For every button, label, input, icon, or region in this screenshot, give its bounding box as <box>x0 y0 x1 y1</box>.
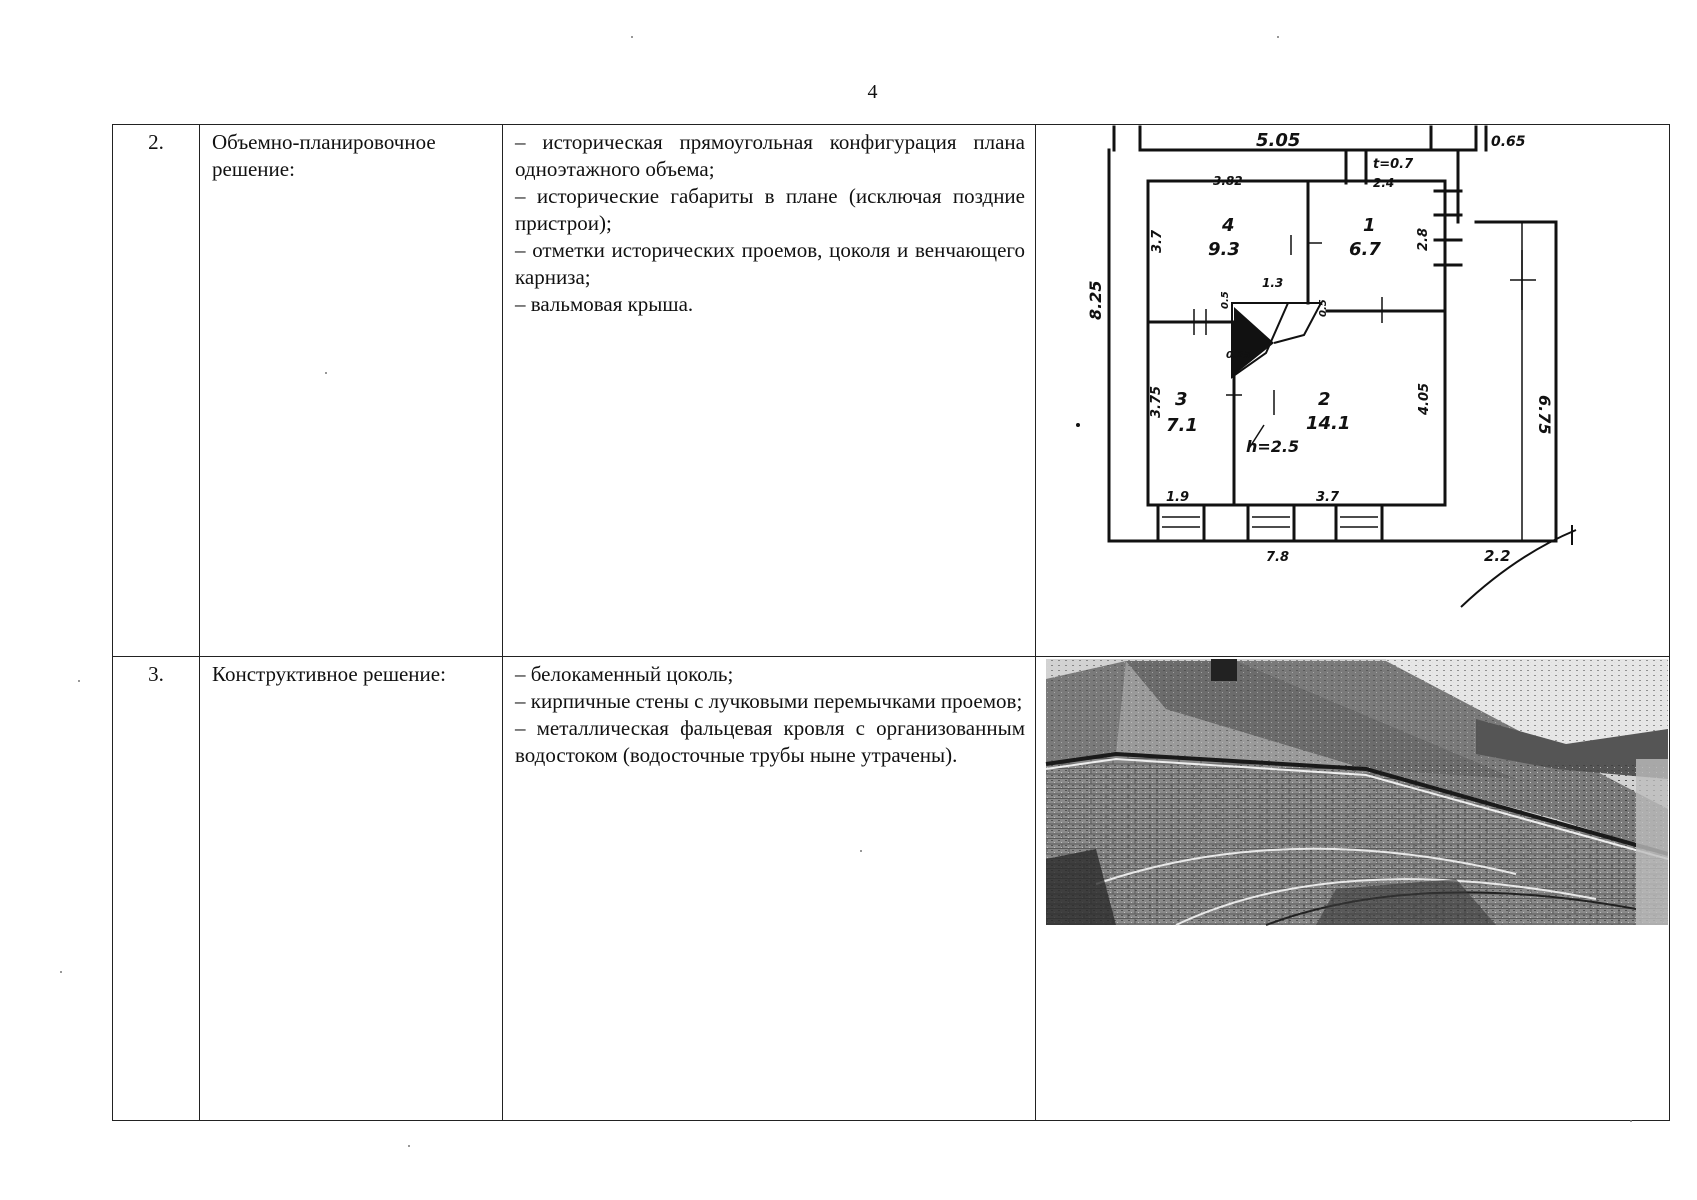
list-item: – металлическая фальцевая кровля с организованным водостоком (водосточные трубы ныне утрачены). <box>515 716 1025 767</box>
row-description <box>503 125 1036 657</box>
dim-outer-bottom: 7.8 <box>1266 550 1290 565</box>
dim-stove-side-right: 0.5 <box>1318 299 1329 317</box>
room-3-area: 7.1 <box>1166 415 1198 436</box>
room-4-number: 4 <box>1222 215 1235 236</box>
page-number: 4 <box>867 81 878 103</box>
row-description <box>503 657 1036 1121</box>
dim-stove-side: 0.5 <box>1220 291 1231 309</box>
dim-right-upper: 2.8 <box>1416 227 1431 251</box>
list-item: – исторические габариты в плане (исключая поздние пристрои); <box>515 184 1025 235</box>
table-row <box>113 125 1670 657</box>
dim-t: t=0.7 <box>1373 157 1414 172</box>
room-3-number: 3 <box>1175 389 1188 410</box>
dim-inner-top: 3.82 <box>1213 174 1243 188</box>
row-title: Объемно-планировочное решение: <box>200 125 503 657</box>
list-item: – белокаменный цоколь; <box>515 662 734 686</box>
dim-bottom-right: 3.7 <box>1316 490 1340 505</box>
ceiling-height: h=2.5 <box>1246 437 1300 456</box>
dim-inner-top-right: 2.4 <box>1373 176 1395 190</box>
roof-photo <box>1036 659 1668 929</box>
dim-annex-right: 6.75 <box>1535 395 1554 435</box>
row-number: 3. <box>113 657 200 1121</box>
floor-plan-drawing <box>1036 125 1668 650</box>
list-item: – вальмовая крыша. <box>515 292 694 316</box>
dim-stove-width: 1.3 <box>1262 276 1284 290</box>
room-4-area: 9.3 <box>1208 239 1240 260</box>
room-2-area: 14.1 <box>1306 413 1351 434</box>
floor-plan-cell <box>1036 125 1670 657</box>
dim-annex-bottom: 2.2 <box>1484 547 1511 565</box>
row-number: 2. <box>113 125 200 657</box>
dim-left-lower: 3.75 <box>1149 385 1164 418</box>
roof-photo-cell <box>1036 657 1670 1121</box>
dim-left: 8.25 <box>1086 280 1105 320</box>
room-2-number: 2 <box>1318 389 1331 410</box>
dim-right-lower: 4.05 <box>1417 382 1432 415</box>
heritage-table <box>112 124 1670 1121</box>
dim-left-upper: 3.7 <box>1150 229 1165 253</box>
dim-stove-bottom: 0.25 <box>1226 350 1251 361</box>
list-item: – отметки исторических проемов, цоколя и венчающего карниза; <box>515 238 1025 289</box>
dim-bottom-left: 1.9 <box>1166 490 1190 505</box>
room-1-area: 6.7 <box>1349 239 1381 260</box>
dim-top-width: 5.05 <box>1256 130 1301 151</box>
list-item: – кирпичные стены с лучковыми перемычками проемов; <box>515 689 1023 713</box>
table-row <box>113 657 1670 1121</box>
room-1-number: 1 <box>1363 215 1376 236</box>
list-item: – историческая прямоугольная конфигурация плана одноэтажного объема; <box>515 130 1025 181</box>
dim-offset: 0.65 <box>1491 134 1526 150</box>
row-title: Конструктивное решение: <box>200 657 503 1121</box>
